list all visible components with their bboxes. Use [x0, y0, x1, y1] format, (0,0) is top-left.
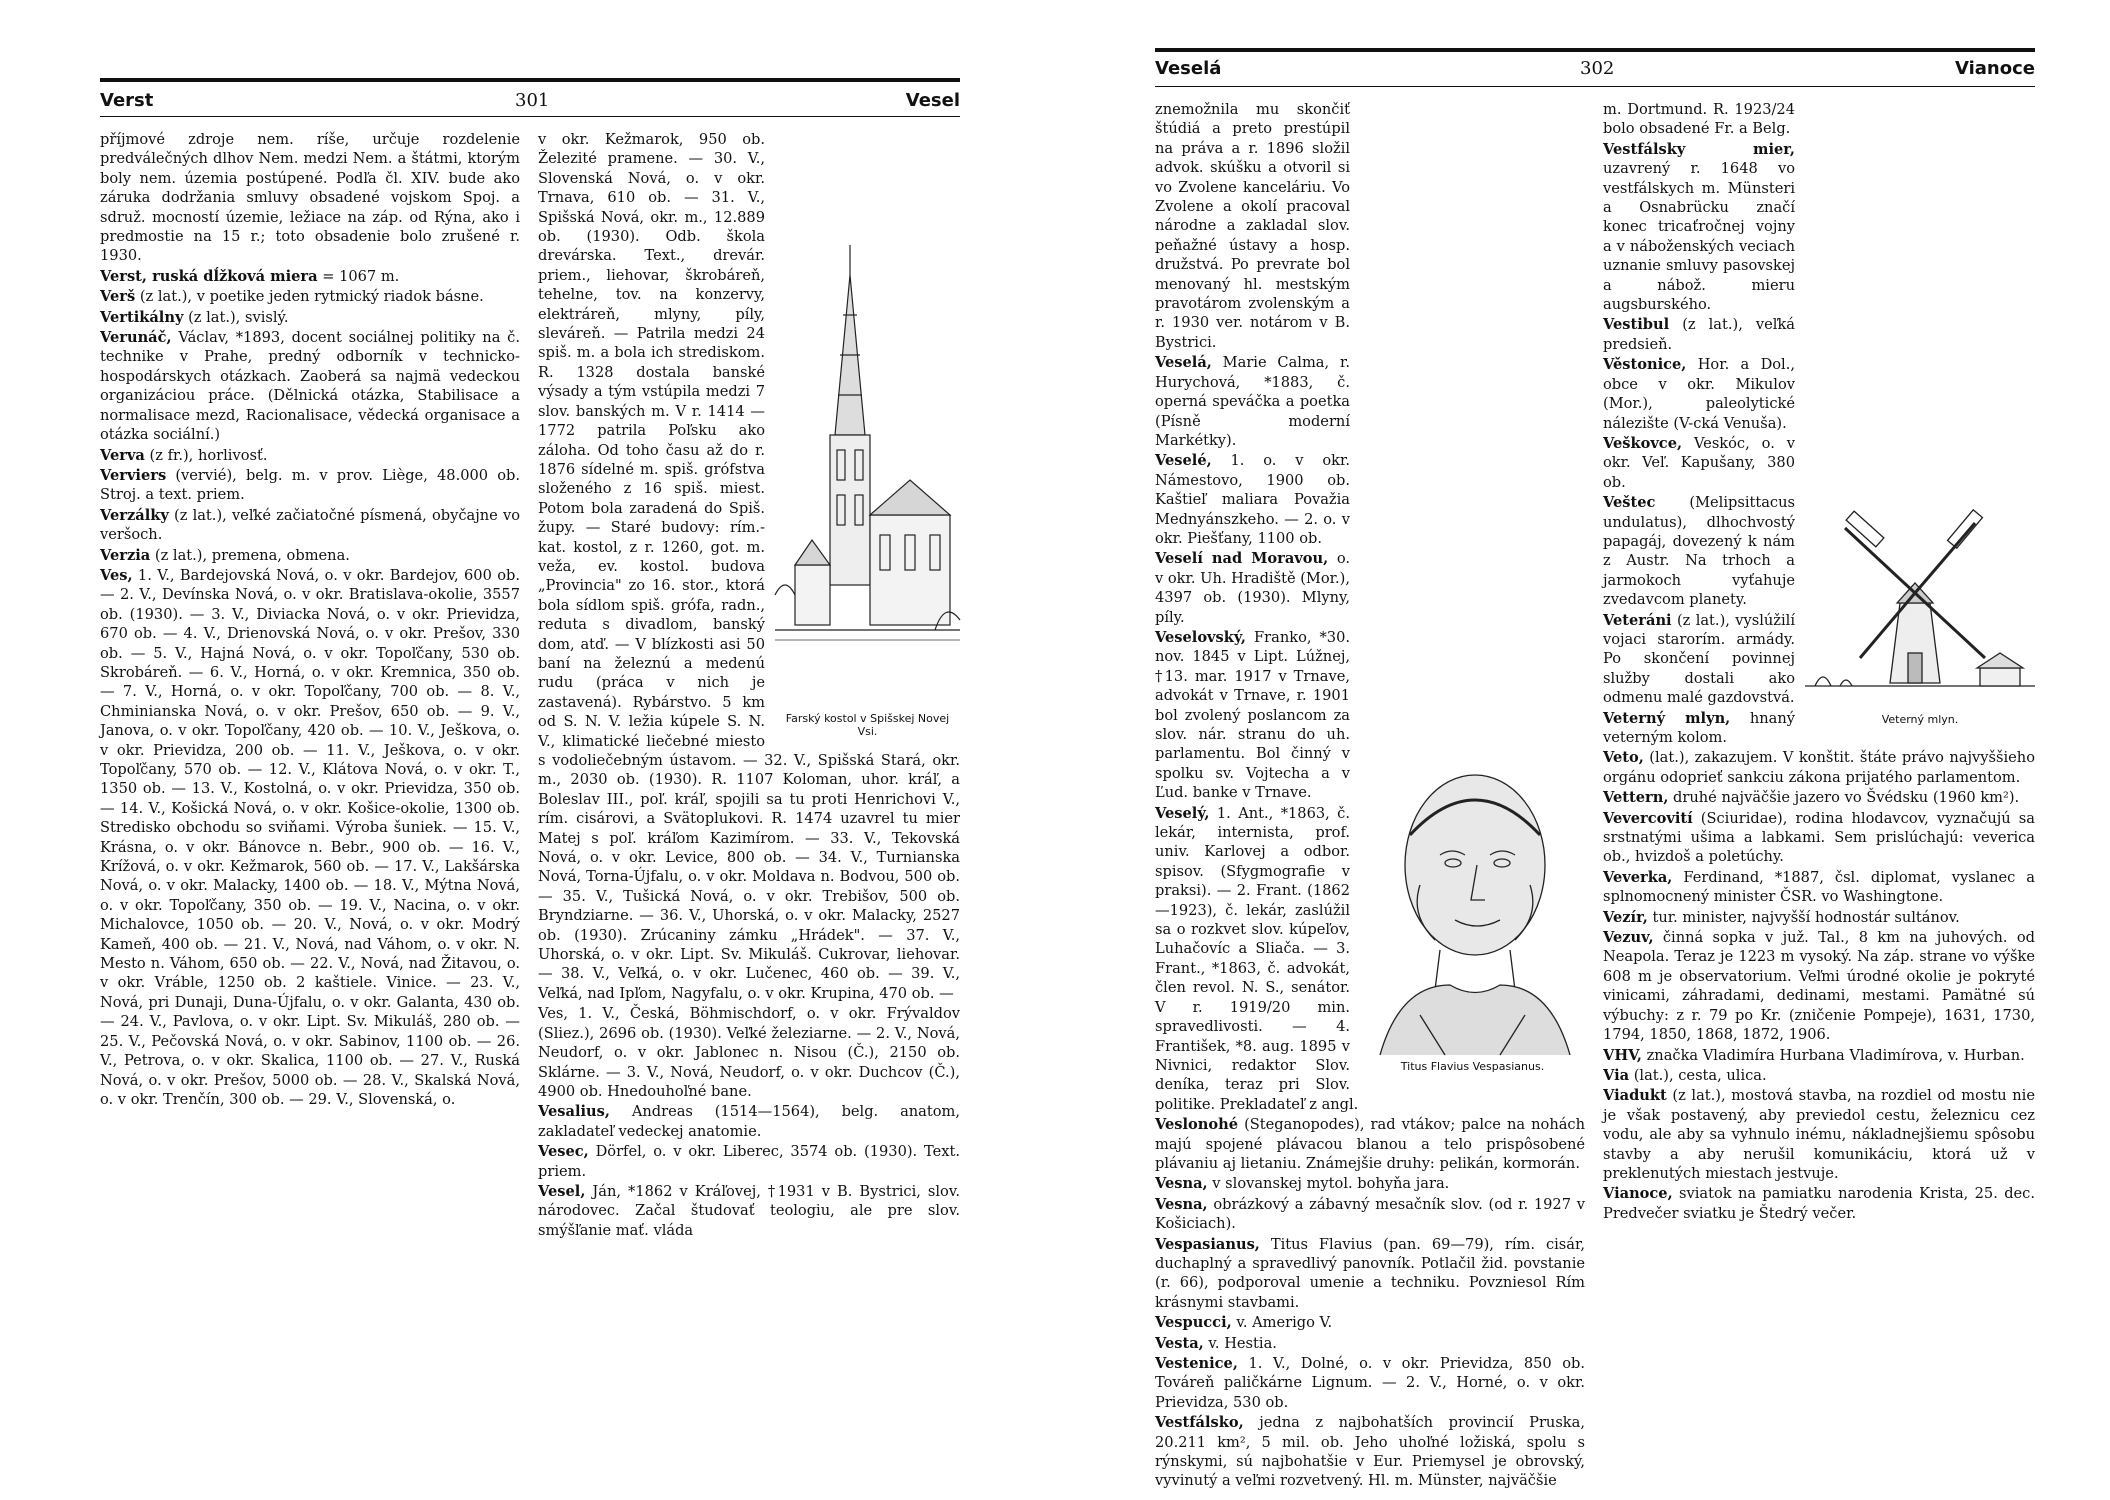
entry-text: (vervié), belg. m. v prov. Liège, 48.000 ob. Stroj. a text. priem. [100, 466, 520, 504]
entry-text: (lat.), cesta, ulica. [1629, 1066, 1767, 1084]
entry-text: (z lat.), svislý. [183, 308, 289, 326]
entry-text: značka Vladimíra Hurbana Vladimírova, v. Hurban. [1641, 1046, 2025, 1064]
entry-text: (z fr.), horlivosť. [144, 446, 268, 464]
entry-headword: Veselý, [1155, 804, 1210, 822]
entry-text: (z lat.), veľká predsieň. [1603, 316, 1795, 353]
entry-headword: Vestfálsky mier, [1603, 140, 1795, 158]
entry-headword: Vespucci, [1155, 1314, 1232, 1332]
page-number: 302 [1580, 58, 1615, 79]
running-head [100, 90, 960, 114]
dictionary-entry [1603, 809, 2035, 867]
entry-text: 1. Ant., *1863, č. lekár, internista, prof. univ. Karlovej a odbor. spisov. (Sfygmografie v praksi). — 2. Frant. (1862—1923), č. lekár, zaslúžil sa o rozkvet slov. kúpeľov, Luhačovíc a Sliača. — 3. Frant., *1863, č. advokát, člen revol. N. S., senátor. V r. 1919/20 min. spravedlivosti. — 4. František, *8. aug. 1895 v Nivnici, redaktor Slov. deníka, teraz pri Slov. politike. Prekladateľ z angl. [1155, 804, 1359, 1113]
entry-text: Veskóc, o. v okr. Veľ. Kapušany, 380 ob. [1603, 434, 1795, 491]
dictionary-entry [100, 566, 520, 1109]
dictionary-entry [1603, 434, 2035, 492]
church-caption: Farský kostol v Spišskej Novej Vsi. [785, 712, 950, 739]
entry-text: v slovanskej mytol. bohyňa jara. [1207, 1175, 1450, 1193]
entry-headword: Vesna, [1155, 1195, 1208, 1213]
dictionary-entry [100, 308, 520, 327]
entry-headword: Vestfálsko, [1155, 1414, 1244, 1432]
entry-text: m. Dortmund. R. 1923/24 bolo obsadené Fr. a Belg. [1603, 101, 1795, 138]
right-column-1 [1155, 100, 1585, 1490]
entry-headword: Veselé, [1155, 452, 1212, 470]
entry-text: Dörfel, o. v okr. Liberec, 3574 ob. (1930). Text. priem. [538, 1143, 960, 1180]
dictionary-entry [100, 130, 520, 266]
dictionary-entry [1603, 1184, 2035, 1223]
entry-text: (z lat.), mostová stavba, na rozdiel od mostu nie je však postavený, aby previedol cestu, železnicu cez vodu, ale aby sa vyhnulo inému, nákladnejšiemu spôsobu stavby a aby nerušil komunikáciu, ktorá už v preklenutých miestach jestvuje. [1603, 1087, 2035, 1182]
header-right-word: Vianoce [1955, 58, 2035, 79]
entry-headword: Vevercovití [1603, 809, 1693, 827]
windmill-illustration [1805, 508, 2035, 708]
entry-text: Václav, *1893, docent sociálnej politiky na č. technike v Prahe, predný odborník v technicko-hospodárskych otázkach. Zaoberá sa najmä vedeckou organizáciou práce. (Dělnická otázka, Stabilisace a normalisace mezd, Racionalisace, vědecká organisace a otázka sociální.) [100, 329, 520, 444]
entry-headword: Vesna, [1155, 1175, 1208, 1193]
dictionary-entry [1155, 1334, 1585, 1353]
entry-text: Ján, *1862 v Kráľovej, †1931 v B. Bystrici, slov. národovec. Začal študovať teologiu, ale pre slov. smýšľanie mať. vláda [538, 1182, 960, 1239]
entry-headword: Vianoce, [1603, 1185, 1673, 1203]
dictionary-entry [1603, 140, 2035, 315]
bust-figure [1360, 755, 1585, 1085]
dictionary-entry [100, 446, 520, 465]
entry-headword: Verš [100, 288, 136, 306]
entry-headword: Vertikálny [100, 308, 184, 326]
entry-headword: Veselí nad Moravou, [1155, 550, 1329, 568]
left-column-1 [100, 130, 520, 1460]
header-right-word: Vesel [905, 90, 960, 111]
dictionary-entry [1603, 908, 2035, 927]
entry-headword: Veteráni [1603, 611, 1672, 629]
entry-headword: Vesta, [1155, 1334, 1204, 1352]
entry-headword: Vettern, [1603, 789, 1669, 807]
dictionary-entry [100, 506, 520, 545]
entry-headword: Vesel, [538, 1182, 586, 1200]
entry-text: 1. V., Dolné, o. v okr. Prievidza, 850 ob. Továreň paličkárne Lignum. — 2. V., Horné, o. v okr. Prievidza, 530 ob. [1155, 1355, 1585, 1411]
entry-headword: Veselovský, [1155, 628, 1247, 646]
entry-text: o. v okr. Uh. Hradiště (Mor.), 4397 ob. (1930). Mlyny, píly. [1155, 550, 1350, 626]
right-column-2 [1603, 100, 2035, 1430]
entry-headword: Vestenice, [1155, 1355, 1238, 1372]
header-rule [100, 78, 960, 82]
dictionary-entry [538, 1182, 960, 1240]
entry-headword: Věstonice, [1603, 356, 1687, 374]
dictionary-entry [1155, 451, 1585, 548]
entry-headword: Vestibul [1603, 316, 1670, 334]
dictionary-entry [538, 1004, 960, 1101]
entry-text: tur. minister, najvyšší hodnostár sultánov. [1647, 908, 1960, 926]
dictionary-entry [100, 546, 520, 565]
entry-text: jedna z najbohatších provincií Pruska, 20.211 km², 5 mil. ob. Jeho uhoľné ložiská, spolu s rýnskymi, sú najbohatšie v Eur. Priemysel je obrovský, vyvinutý a veľmi rozvetvený. Hl. m. Münster, najväčšie [1155, 1414, 1585, 1490]
church-illustration [775, 235, 960, 705]
dictionary-entry [1155, 1115, 1585, 1173]
entry-headword: Vezuv, [1603, 929, 1654, 947]
entry-headword: Ves, [100, 566, 133, 584]
dictionary-entry [1155, 353, 1585, 450]
dictionary-entry [1603, 1046, 2035, 1065]
entry-headword: VHV, [1603, 1046, 1642, 1064]
entry-headword: Verviers [100, 466, 167, 484]
dictionary-entry [538, 1142, 960, 1181]
entry-text: 1. V., Bardejovská Nová, o. v okr. Bardejov, 600 ob. — 2. V., Devínska Nová, o. v okr. Bratislava-okolie, 3557 ob. (1930). — 3. V., Diviacka Nová, o. v okr. Prievidza, 670 ob. — 4. V., Drienovská Nová, o. v okr. Prešov, 330 ob. — 5. V., Hajná Nová, o. v okr. Topoľčany, 530 ob. Skrobáreň. — 6. V., Horná, o. v okr. Kremnica, 350 ob. — 7. V., Horná, o. v okr. Topoľčany, 700 ob. — 8. V., Chminianska Nová, o. v okr. Prešov, 650 ob. — 9. V., Janova, o. v okr. Topoľčany, 420 ob. — 10. V., Ješkova, o. v okr. Prievidza, 200 ob. — 11. V., Ješkova, o. v okr. Topoľčany, 570 ob. — 12. V., Klátova Nová, o. v okr. T., 1350 ob. — 13. V., Kostolná, o. v okr. Prievidza, 350 ob. — 14. V., Košická Nová, o. v okr. Košice-okolie, 1300 ob. Stredisko obchodu so sviňami. Výroba šuniek. — 15. V., Krásna, o. v okr. Bánovce n. Bebr., 900 ob. — 16. V., Krížová, o. v okr. Kežmarok, 560 ob. — 17. V., Lakšárska Nová, o. v okr. Malacky, 1400 ob. — 18. V., Mýtna Nová, o. v okr. Topoľčany, 350 ob. — 19. V., Nacina, o. v okr. Michalovce, 1050 ob. — 20. V., Nová, o. v okr. Modrý Kameň, 400 ob. — 21. V., Nová, nad Váhom, o. v okr. N. Mesto n. Váhom, 650 ob. — 22. V., Nová, nad Žitavou, o. v okr. Vráble, 1250 ob. 2 kaštiele. Vinice. — 23. V., Nová, pri Dunaji, Duna-Újfalu, o. v okr. Galanta, 430 ob. — 24. V., Pavlova, o. v okr. Lipt. Sv. Mikuláš, 280 ob. — 25. V., Pečovská Nová, o. v okr. Sabinov, 1100 ob. — 26. V., Petrova, o. v okr. Skalica, 1100 ob. — 27. V., Ruská Nová, o. v okr. Prešov, 5000 ob. — 28. V., Skalská Nová, o. v okr. Trenčín, 300 ob. — 29. V., Slovenská, o. [100, 566, 520, 1108]
dictionary-entry [100, 466, 520, 505]
entry-headword: Veškovce, [1603, 434, 1683, 452]
entry-text: uzavrený r. 1648 vo vestfálskych m. Münsteri a Osnabrücku značí konec tricaťročnej vojny a v náboženských veciach uznanie smluvy pasovskej a nábož. mieru augsburského. [1603, 160, 1795, 314]
entry-text: obrázkový a zábavný mesačník slov. (od r. 1927 v Košiciach). [1155, 1195, 1585, 1233]
vespasian-bust-illustration [1360, 755, 1585, 1055]
entry-text: (z lat.), premena, obmena. [150, 546, 350, 564]
dictionary-entry [100, 267, 520, 286]
left-column-2 [538, 130, 960, 1460]
right-page [1055, 0, 2110, 1500]
entry-text: Andreas (1514—1564), belg. anatom, zakladateľ vedeckej anatomie. [538, 1103, 960, 1140]
entry-headword: Verva [100, 446, 145, 464]
header-underline [100, 116, 960, 117]
header-underline [1155, 86, 2035, 87]
entry-text: (Melipsittacus undulatus), dlhochvostý papagáj, dovezený k nám z Austr. Na trhoch a jarmokoch vyťahuje zvedavcom planety. [1603, 494, 1795, 609]
entry-text: Franko, *30. nov. 1845 v Lipt. Lúžnej, †13. mar. 1917 v Trnave, advokát v Trnave, r. 1901 bol zvolený poslancom za slov. nár. stranu do uh. parlamentu. Bol činný v spolku sv. Vojtecha a v Ľud. banke v Trnave. [1155, 628, 1350, 802]
dictionary-entry [1155, 1195, 1585, 1234]
entry-headword: Vesalius, [538, 1103, 610, 1121]
dictionary-entry [1603, 1066, 2035, 1085]
church-figure [775, 235, 960, 739]
dictionary-entry [1603, 315, 2035, 354]
entry-text: (lat.), zakazujem. V konštit. štáte právo najvyššieho orgánu odoprieť sankciu zákona prijatého parlamentom. [1603, 749, 2035, 786]
entry-headword: Veselá, [1155, 354, 1212, 372]
entry-text: hnaný veterným kolom. [1603, 709, 1795, 746]
entry-headword: Veslonohé [1155, 1116, 1239, 1134]
entry-text: (z lat.), v poetike jeden rytmický riadok básne. [135, 288, 484, 306]
entry-text: (Steganopodes), rad vtákov; palce na nohách majú spojené plávacou blanou a telo prispôsobené plávaniu aj lietaniu. Známejšie druhy: pelikán, kormorán. [1155, 1116, 1585, 1172]
windmill-figure [1805, 508, 2035, 728]
dictionary-entry [1603, 788, 2035, 807]
dictionary-entry [1155, 1413, 1585, 1491]
dictionary-entry [1603, 100, 2035, 139]
entry-text: Ves, 1. V., Česká, Böhmischdorf, o. v okr. Frývaldov (Sliez.), 2696 ob. (1930). Veľké železiarne. — 2. V., Nová, Neudorf, o. v okr. Jablonec n. Nisou (Č.), 2150 ob. Sklárne. — 3. V., Nová, Neudorf, o. v okr. Duchcov (Č.), 4900 ob. Hnedouhoľné bane. [538, 1005, 960, 1100]
entry-text: (z lat.), vyslúžilí vojaci starorím. armády. Po skončení povinnej služby dostali ako odmenu malé gazdovstvá. [1603, 611, 1795, 707]
entry-text: v. Hestia. [1203, 1334, 1277, 1352]
dictionary-entry [1155, 1235, 1585, 1313]
header-left-word: Veselá [1155, 58, 1222, 79]
entry-text: sviatok na pamiatku narodenia Krista, 25. dec. Predvečer sviatku je Štedrý večer. [1603, 1185, 2035, 1222]
entry-text: (Sciuridae), rodina hlodavcov, vyznačujú sa srstnatými ušima a labkami. Sem prislúchajú: veverica ob., hvizdoš a poletúchy. [1603, 809, 2035, 866]
windmill-caption: Veterný mlyn. [1881, 713, 1959, 727]
bust-caption: Titus Flavius Vespasianus. [1400, 1060, 1545, 1074]
dictionary-entry [1155, 549, 1585, 627]
running-head [1155, 58, 2035, 82]
entry-headword: Vezír, [1603, 908, 1648, 926]
dictionary-entry [538, 1102, 960, 1141]
page-number: 301 [515, 90, 550, 111]
dictionary-entry [1603, 748, 2035, 787]
entry-text: v. Amerigo V. [1231, 1314, 1333, 1332]
entry-text: (z lat.), veľké začiatočné písmená, obyčajne vo veršoch. [100, 506, 520, 544]
entry-headword: Verst, ruská dĺžková miera [100, 267, 318, 285]
dictionary-entry [100, 287, 520, 306]
dictionary-entry [1155, 100, 1585, 352]
dictionary-entry [1603, 928, 2035, 1044]
entry-text: v okr. Kežmarok, 950 ob. Železité pramene. — 30. V., Slovenská Nová, o. v okr. Trnava, 610 ob. — 31. V., Spišská Nová, okr. m., 12.889 ob. (1930). Odb. škola drevárska. Text., drevár. priem., liehovar, škrobáreň, tehelne, tov. na konzervy, elektráreň, mlyny, píly, sleváreň. — Patrila medzi 24 spiš. m. a bola ich strediskom. R. 1328 dostala banské výsady a tým vstúpila medzi 7 slov. banských m. V r. 1414 — 1772 patrila Poľsku ako záloha. Od toho času až do r. 1876 sídelné m. spiš. grófstva složeného z 16 spiš. miest. Potom bola zaradená do Spiš. župy. — Staré budovy: rím.-kat. kostol, z r. 1260, got. m. veža, ev. kostol. budova „Provincia" zo 16. stor., ktorá bola sídlom spiš. grófa, radn., reduta s divadlom, banský dom, atď. — V blízkosti asi 50 baní na železnú a medenú rudu (práca v nich je zastavená). Rybárstvo. 5 km od S. N. V. ležia kúpele S. N. V., klimatické liečebné miesto s vodoliečebným ústavom. — 32. V., Spišská Stará, okr. m., 2030 ob. (1930). R. 1107 Koloman, uhor. kráľ, a Boleslav III., poľ. kráľ, spojili sa tu proti Henrichovi V., rím. cisárovi, a Svätoplukovi. R. 1474 uzavrel tu mier Matej s poľ. kráľom Kazimírom. — 33. V., Tekovská Nová, o. v okr. Levice, 800 ob. — 34. V., Turnianska Nová, Torna-Újfalu, o. v okr. Moldava n. Bodvou, 500 ob. — 35. V., Tušická Nová, o. v okr. Trebišov, 500 ob. Bryndziarne. — 36. V., Uhorská, o. v okr. Malacky, 2527 ob. (1930). Zrúcaniny zámku „Hrádek". — 37. V., Uhorská, o. v okr. Lipt. Sv. Mikuláš. Cukrovar, liehovar. — 38. V., Veľká, o. v okr. Lučenec, 460 ob. — 39. V., Veľká, nad Ipľom, Nagyfalu, o. v okr. Krupina, 470 ob. — [538, 131, 960, 1002]
dictionary-entry [1603, 355, 2035, 433]
dictionary-entry [100, 328, 520, 444]
dictionary-entry [1155, 1313, 1585, 1332]
entry-headword: Vesec, [538, 1143, 589, 1161]
header-rule [1155, 48, 2035, 52]
entry-text: Marie Calma, r. Hurychová, *1883, č. operná speváčka a poetka (Písně moderní Markétky). [1155, 354, 1350, 449]
entry-text: Ferdinand, *1887, čsl. diplomat, vyslanec a splnomocnený minister ČSR. vo Washingtone. [1603, 868, 2035, 906]
entry-text: druhé najväčšie jazero vo Švédsku (1960 km²). [1668, 789, 2020, 807]
entry-text: = 1067 m. [317, 267, 400, 285]
entry-text: znemožnila mu skončiť štúdiá a preto prestúpil na práva a r. 1896 složil advok. skúšku a otvoril si vo Zvolene kanceláriu. Vo Zvolene a okolí pracoval národne a zakladal slov. peňažné ústavy a hosp. družstvá. Po prevrate bol menovaný hl. mestským pravotárom zvolenským a r. 1930 ver. notárom v B. Bystrici. [1155, 101, 1350, 351]
entry-headword: Veterný mlyn, [1603, 709, 1731, 727]
entry-headword: Veto, [1603, 749, 1644, 767]
dictionary-entry [1155, 1354, 1585, 1412]
entry-headword: Veverka, [1603, 868, 1673, 886]
entry-headword: Vespasianus, [1155, 1235, 1260, 1253]
entry-headword: Verunáč, [100, 329, 172, 347]
entry-text: Hor. a Dol., obce v okr. Mikulov (Mor.), paleolytické nálezište (V-cká Venuša). [1603, 356, 1795, 432]
entry-headword: Verzia [100, 546, 151, 564]
entry-text: 1. o. v okr. Námestovo, 1900 ob. Kaštieľ maliara Považia Mednyánszkeho. — 2. o. v okr. Piešťany, 1100 ob. [1155, 452, 1350, 547]
entry-text: Titus Flavius (pan. 69—79), rím. cisár, duchaplný a spravedlivý panovník. Potlačil žid. povstanie (r. 66), podporoval umenie a techniku. Povzniesol Rím krásnymi stavbami. [1155, 1235, 1585, 1311]
dictionary-entry [1603, 868, 2035, 907]
entry-headword: Viadukt [1603, 1087, 1667, 1105]
entry-headword: Veštec [1603, 494, 1656, 512]
entry-text: činná sopka v juž. Tal., 8 km na juhových. od Neapola. Teraz je 1223 m vysoký. Na záp. strane vo výške 608 m je observatorium. Veľmi úrodné okolie je pokryté vinicami, záhradami, dedinami, mestami. Pamätné sú výbuchy: z r. 79 po Kr. (zničenie Pompeje), 1631, 1730, 1794, 1850, 1868, 1872, 1906. [1603, 929, 2035, 1044]
header-left-word: Verst [100, 90, 154, 111]
entry-headword: Verzálky [100, 506, 169, 524]
entry-headword: Via [1603, 1066, 1630, 1084]
dictionary-entry [1603, 1086, 2035, 1183]
entry-text: příjmové zdroje nem. ríše, určuje rozdelenie predválečných dlhov Nem. medzi Nem. a štátmi, ktorým boly nem. územia postúpené. Podľa čl. XIV. bude ako záruka dodržania smluvy obsadené vojskom Spoj. a sdruž. mocností územie, ležiace na záp. od Rýna, ako i predmostie na 15 r.; toto obsadenie bolo zrušené r. 1930. [100, 131, 520, 265]
dictionary-entry [1155, 1174, 1585, 1193]
